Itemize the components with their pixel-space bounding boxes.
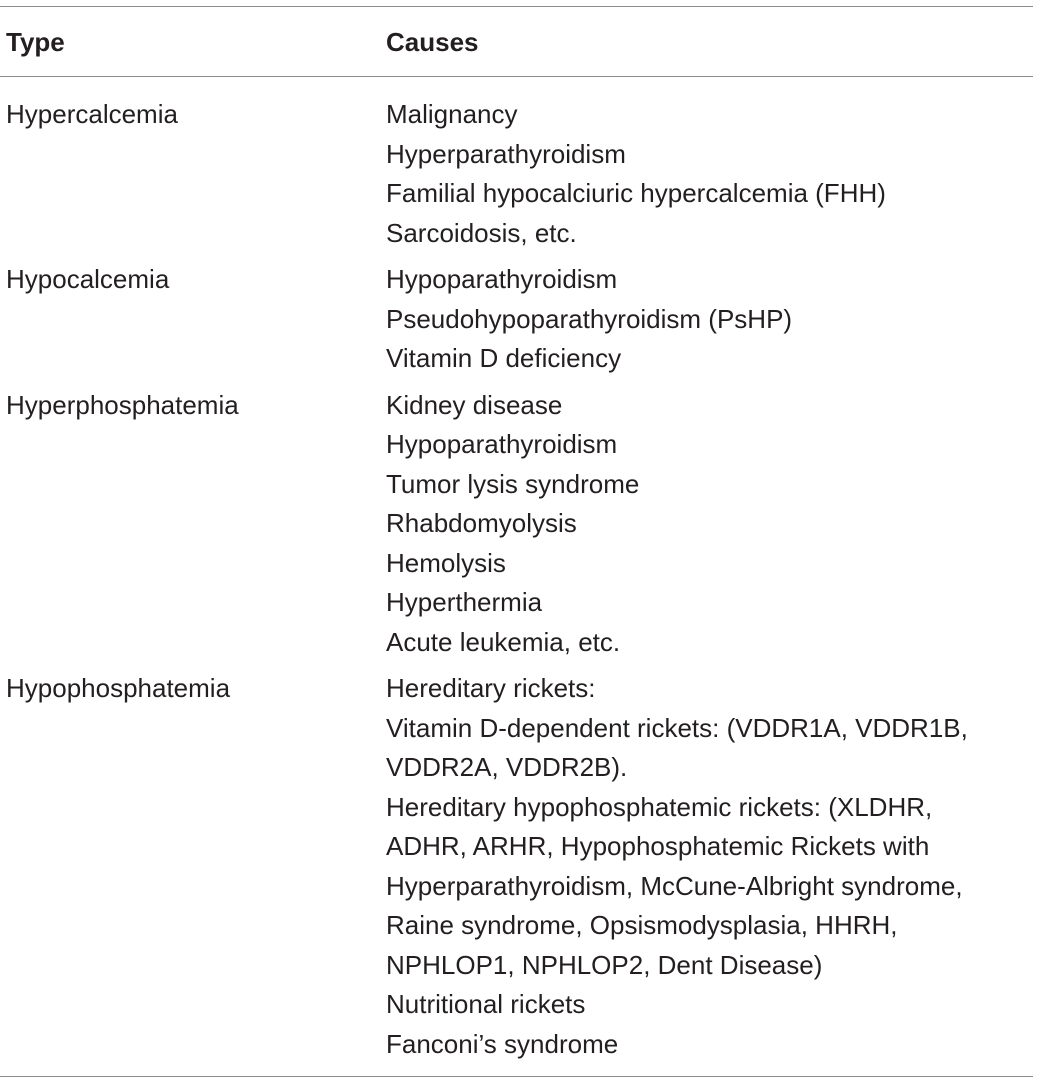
row-type: Hypophosphatemia xyxy=(6,673,231,703)
cause-item: Fanconi’s syndrome xyxy=(386,1028,619,1059)
cause-item: Vitamin D-dependent rickets: (VDDR1A, VDDR1B, xyxy=(386,712,968,743)
cause-item: Malignancy xyxy=(386,99,518,129)
table-row xyxy=(0,95,1033,253)
cause-item: Hereditary hypophosphatemic rickets: (XLDHR, xyxy=(386,791,933,822)
cause-item: Acute leukemia, etc. xyxy=(386,626,621,657)
row-causes xyxy=(386,95,1033,253)
cause-item: Hyperthermia xyxy=(386,587,543,617)
row-causes xyxy=(386,669,1033,1064)
cause-item: Vitamin D deficiency xyxy=(386,343,622,373)
cause-item: Rhabdomyolysis xyxy=(386,508,577,538)
causes-table xyxy=(0,6,1033,1071)
cause-item: Pseudohypoparathyroidism (PsHP) xyxy=(386,303,793,334)
header-causes: Causes xyxy=(386,26,479,57)
header-type: Type xyxy=(6,26,65,57)
bottom-rule xyxy=(0,1076,1033,1077)
cause-item: ADHR, ARHR, Hypophosphatemic Rickets with xyxy=(386,831,930,861)
cause-item: Hemolysis xyxy=(386,547,506,578)
cause-item: NPHLOP1, NPHLOP2, Dent Disease) xyxy=(386,949,823,980)
row-causes xyxy=(386,386,1033,663)
table-header xyxy=(0,7,1033,76)
table-body xyxy=(0,77,1033,1064)
cause-item: Hereditary rickets: xyxy=(386,673,596,703)
row-type: Hypocalcemia xyxy=(6,264,170,294)
cause-item: Hyperparathyroidism, McCune-Albright syndrome, xyxy=(386,870,963,901)
row-type: Hypercalcemia xyxy=(6,99,178,129)
cause-item: Sarcoidosis, etc. xyxy=(386,217,577,248)
cause-item: Hypoparathyroidism xyxy=(386,264,618,294)
table-row xyxy=(0,669,1033,1064)
row-type: Hyperphosphatemia xyxy=(6,389,239,420)
cause-item: Raine syndrome, Opsismodysplasia, HHRH, xyxy=(386,910,898,940)
table-row xyxy=(0,386,1033,663)
cause-item: Kidney disease xyxy=(386,389,563,420)
cause-item: VDDR2A, VDDR2B). xyxy=(386,752,628,782)
table-row xyxy=(0,260,1033,379)
cause-item: Hyperparathyroidism xyxy=(386,138,626,169)
cause-item: Hypoparathyroidism xyxy=(386,429,618,459)
cause-item: Tumor lysis syndrome xyxy=(386,468,640,499)
row-causes xyxy=(386,260,1033,379)
cause-item: Familial hypocalciuric hypercalcemia (FHH) xyxy=(386,178,886,208)
cause-item: Nutritional rickets xyxy=(386,989,586,1019)
